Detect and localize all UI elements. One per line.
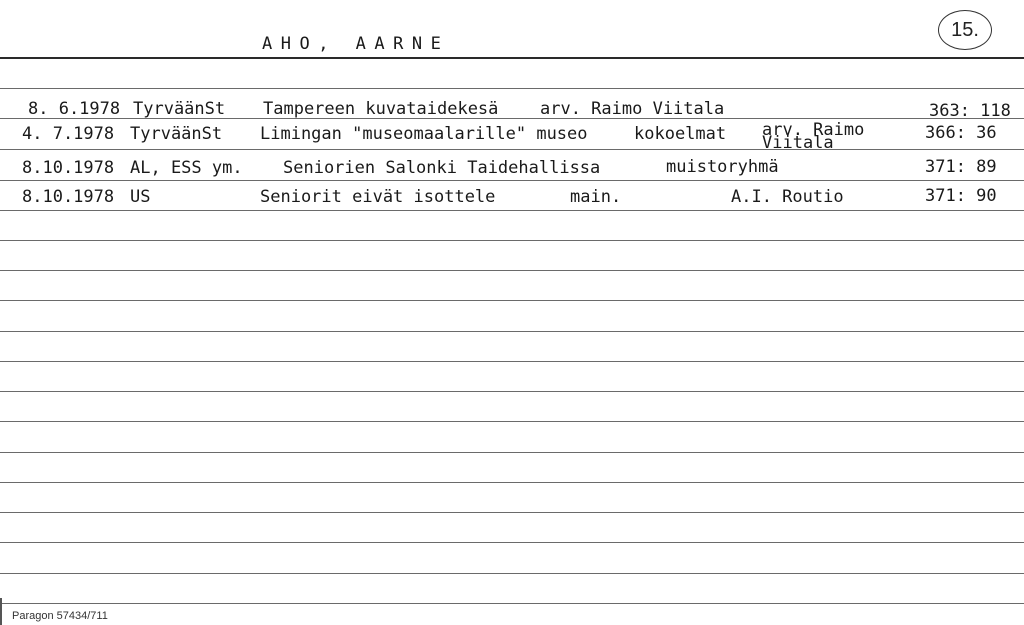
ruled-line bbox=[0, 180, 1024, 181]
entry-note: kokoelmat bbox=[634, 124, 727, 144]
ruled-line bbox=[0, 270, 1024, 271]
entry-title: Limingan "museomaalarille" museo bbox=[260, 124, 588, 144]
entry-ref: 363: 118 bbox=[929, 101, 1011, 121]
entry-source: AL, ESS ym. bbox=[130, 158, 243, 178]
entry-reviewer: arv. Raimo Viitala bbox=[762, 120, 865, 153]
entry-note: muistoryhmä bbox=[666, 157, 779, 177]
ruled-line bbox=[0, 240, 1024, 241]
ruled-line bbox=[0, 482, 1024, 483]
ruled-line bbox=[0, 210, 1024, 211]
entry-source: TyrväänSt bbox=[130, 124, 223, 144]
ruled-line bbox=[0, 361, 1024, 362]
entry-date: 4. 7.1978 bbox=[22, 124, 115, 144]
entry-ref: 366: 36 bbox=[925, 123, 997, 143]
entry-source: TyrväänSt bbox=[133, 99, 226, 119]
entry-date: 8.10.1978 bbox=[22, 187, 115, 207]
ruled-line bbox=[0, 452, 1024, 453]
ruled-line bbox=[0, 512, 1024, 513]
entry-date: 8.10.1978 bbox=[22, 158, 115, 178]
card-number-stamp: 15. bbox=[938, 10, 992, 50]
entry-ref: 371: 89 bbox=[925, 157, 997, 177]
entry-source: US bbox=[130, 187, 151, 207]
entry-title: Seniorit eivät isottele bbox=[260, 187, 496, 207]
ruled-line bbox=[0, 603, 1024, 604]
entry-note: main. bbox=[570, 187, 622, 207]
entry-ref: 371: 90 bbox=[925, 186, 997, 206]
ruled-line bbox=[0, 391, 1024, 392]
printer-imprint: Paragon 57434/711 bbox=[12, 610, 108, 622]
header-rule bbox=[0, 57, 1024, 59]
ruled-line bbox=[0, 300, 1024, 301]
card-name: AHO, AARNE bbox=[262, 34, 450, 54]
ruled-line bbox=[0, 573, 1024, 574]
card-edge-mark bbox=[0, 598, 2, 625]
entry-note: arv. Raimo Viitala bbox=[540, 99, 725, 119]
entry-author: A.I. Routio bbox=[731, 187, 844, 207]
ruled-line bbox=[0, 331, 1024, 332]
ruled-line bbox=[0, 421, 1024, 422]
ruled-line bbox=[0, 88, 1024, 89]
ruled-line bbox=[0, 542, 1024, 543]
entry-title: Seniorien Salonki Taidehallissa bbox=[283, 158, 601, 178]
entry-title: Tampereen kuvataidekesä bbox=[263, 99, 499, 119]
entry-date: 8. 6.1978 bbox=[28, 99, 121, 119]
